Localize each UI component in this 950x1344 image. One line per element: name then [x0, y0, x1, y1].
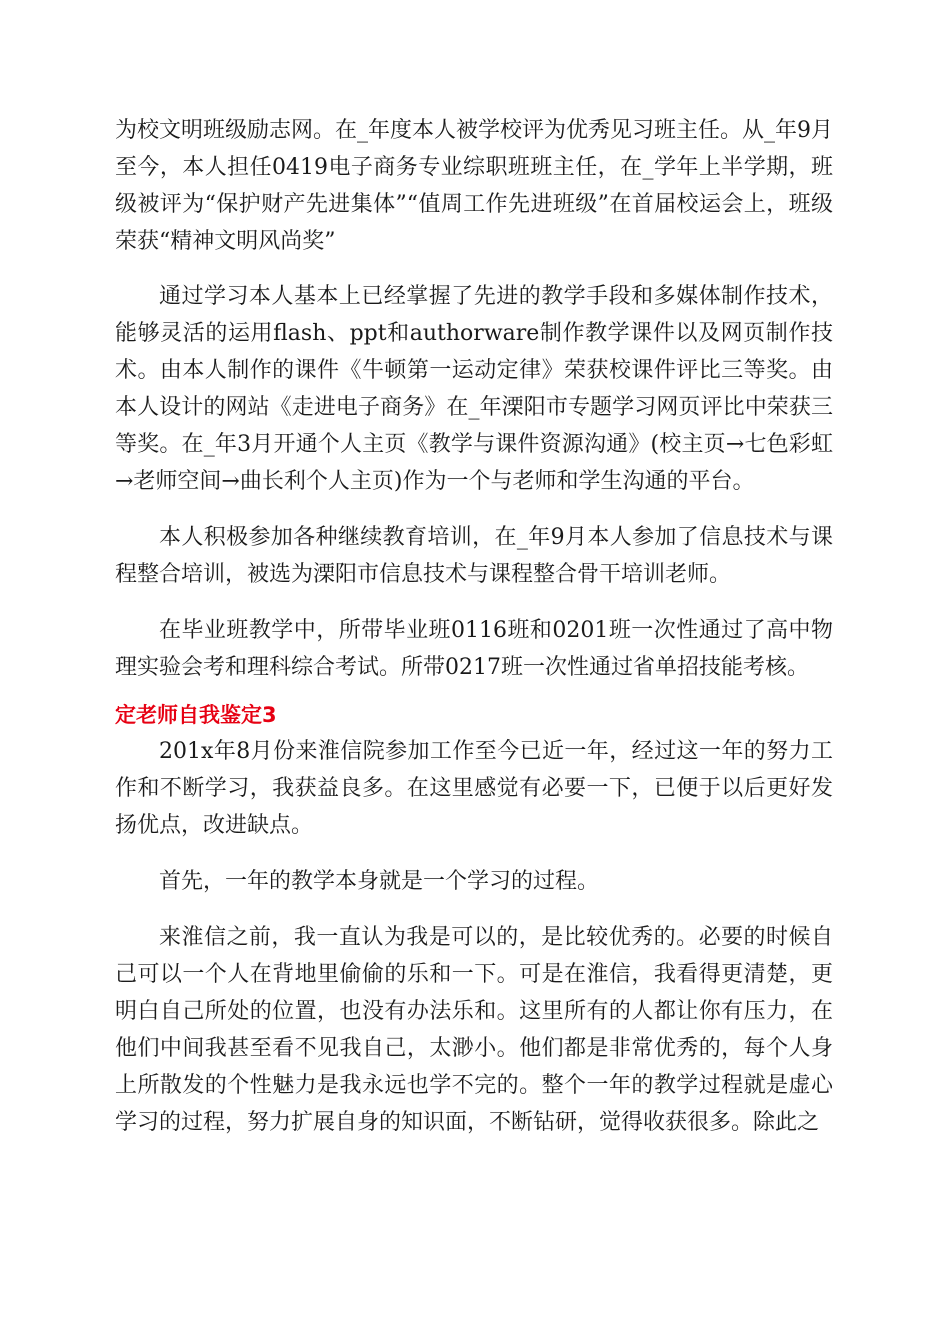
paragraph-intro-one-year: 201x年8月份来淮信院参加工作至今已近一年，经过这一年的努力工作和不断学习，我获益良多。在这里感觉有必要一下，已便于以后更好发扬优点，改进缺点。 [115, 739, 833, 838]
paragraph-continuing-education: 本人积极参加各种继续教育培训，在_年9月本人参加了信息技术与课程整合培训，被选为溧阳市信息技术与课程整合骨干培训老师。 [115, 525, 833, 587]
document-page [115, 112, 833, 1160]
paragraph-class-honors: 为校文明班级励志网。在_年度本人被学校评为优秀见习班主任。从_年9月至今，本人担任0419电子商务专业综职班班主任，在_学年上半学期，班级被评为“保护财产先进集体”“值周工作先进班级”在首届校运会上，班级荣获“精神文明风尚奖” [115, 118, 833, 254]
paragraph-graduating-class: 在毕业班教学中，所带毕业班0116班和0201班一次性通过了高中物理实验会考和理科综合考试。所带0217班一次性通过省单招技能考核。 [115, 618, 833, 680]
paragraph-before-huaixin: 来淮信之前，我一直认为我是可以的，是比较优秀的。必要的时候自己可以一个人在背地里偷偷的乐和一下。可是在淮信，我看得更清楚，更明白自己所处的位置，也没有办法乐和。这里所有的人都让你有压力，在他们中间我甚至看不见我自己，太渺小。他们都是非常优秀的，每个人身上所散发的个性魅力是我永远也学不完的。整个一年的教学过程就是虚心学习的过程，努力扩展自身的知识面，不断钻研，觉得收获很多。除此之 [115, 925, 833, 1135]
paragraph-multimedia-skills: 通过学习本人基本上已经掌握了先进的教学手段和多媒体制作技术，能够灵活的运用flash、ppt和authorware制作教学课件以及网页制作技术。由本人制作的课件《牛顿第一运动定律》荣获校课件评比三等奖。由本人设计的网站《走进电子商务》在_年溧阳市专题学习网页评比中荣获三等奖。在_年3月开通个人主页《教学与课件资源沟通》(校主页→七色彩虹→老师空间→曲长利个人主页)作为一个与老师和学生沟通的平台。 [115, 284, 833, 494]
section-heading: 定老师自我鉴定3 [115, 703, 277, 727]
paragraph-teaching-is-learning: 首先，一年的教学本身就是一个学习的过程。 [159, 869, 600, 894]
